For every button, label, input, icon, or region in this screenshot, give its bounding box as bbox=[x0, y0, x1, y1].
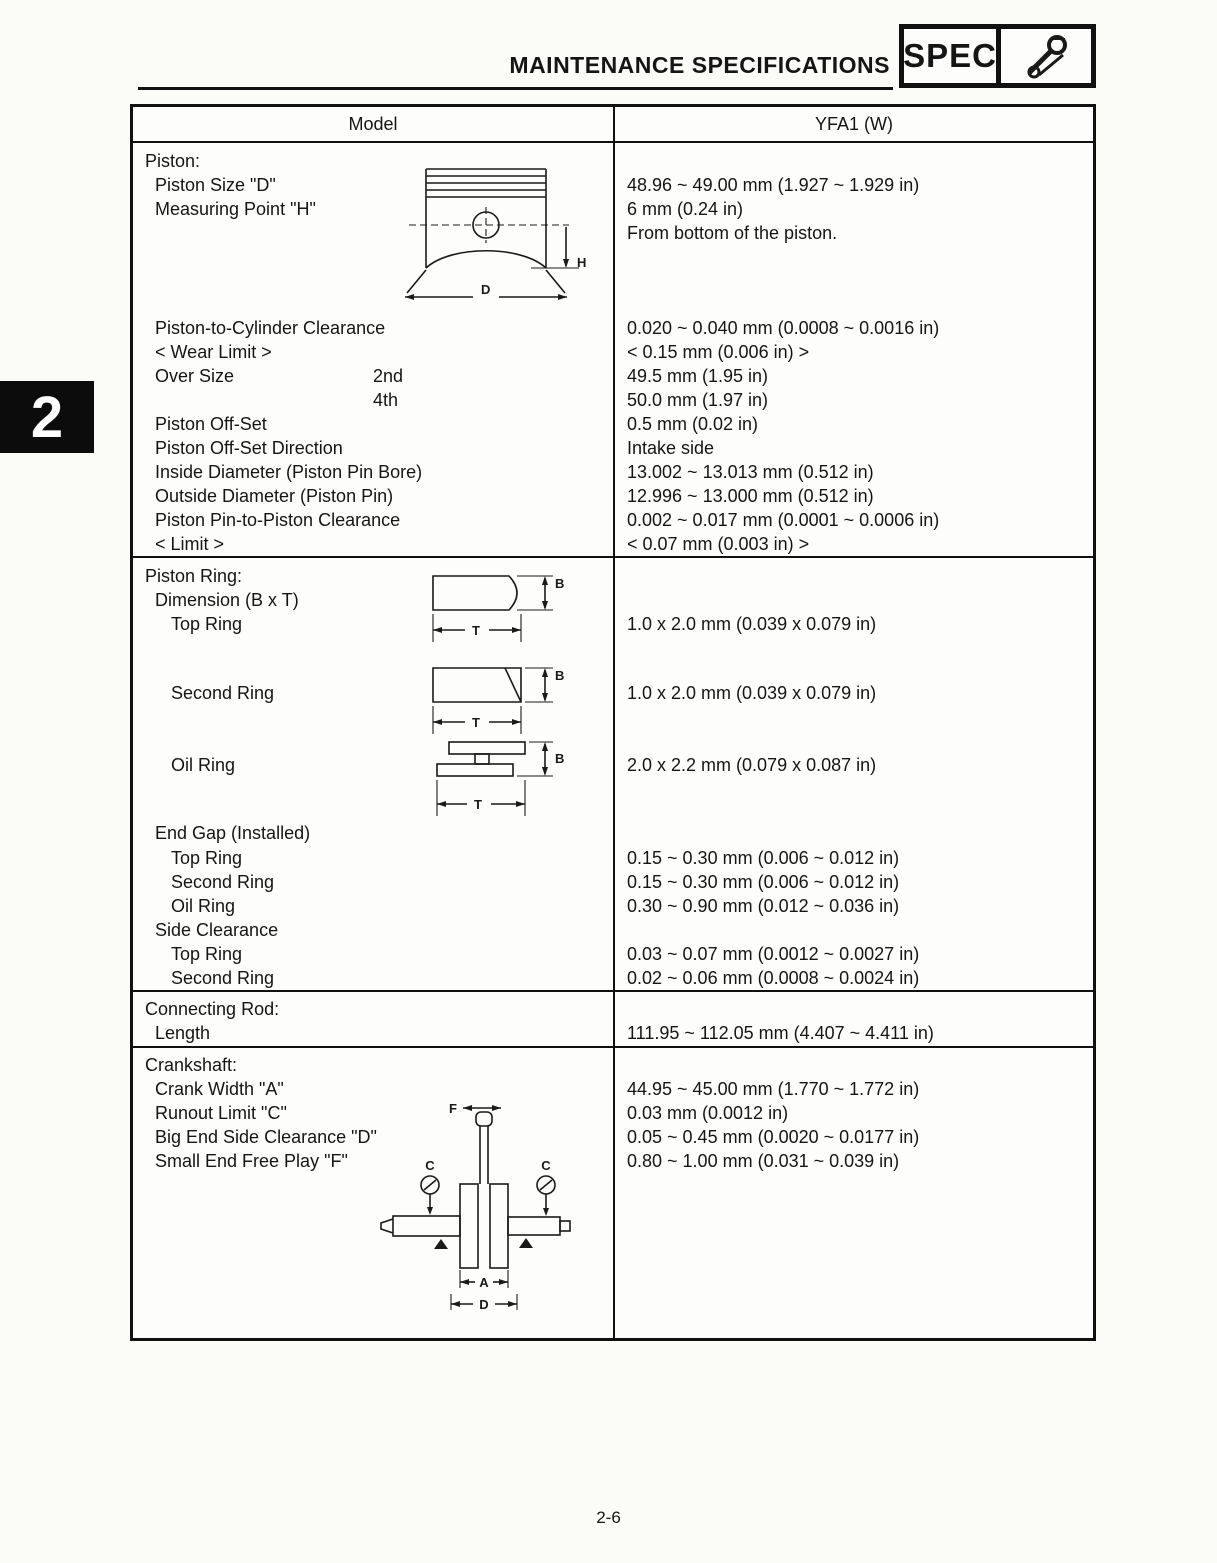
spec-label: Piston Pin-to-Piston Clearance bbox=[155, 510, 401, 530]
piston-labels bbox=[133, 143, 615, 556]
spec-label: < Wear Limit > bbox=[155, 342, 272, 362]
diagram-label-b: B bbox=[555, 751, 565, 766]
spec-value: 50.0 mm (1.97 in) bbox=[627, 390, 769, 410]
spec-value: From bottom of the piston. bbox=[627, 223, 838, 243]
spec-value: 0.05 ~ 0.45 mm (0.0020 ~ 0.0177 in) bbox=[627, 1127, 920, 1147]
diagram-label-c: C bbox=[541, 1158, 551, 1173]
spec-label: Inside Diameter (Piston Pin Bore) bbox=[155, 462, 423, 482]
spec-label: Second Ring bbox=[171, 872, 275, 892]
spec-value: 0.02 ~ 0.06 mm (0.0008 ~ 0.0024 in) bbox=[627, 968, 920, 988]
section-title: Connecting Rod: bbox=[145, 999, 280, 1019]
spec-label: Piston Off-Set Direction bbox=[155, 438, 343, 458]
second-ring-diagram bbox=[421, 658, 591, 742]
crankshaft-section bbox=[133, 1048, 1093, 1338]
table-header-row bbox=[133, 107, 1093, 143]
diagram-label-a: A bbox=[479, 1275, 489, 1290]
piston-ring-values bbox=[617, 558, 1093, 990]
crankshaft-diagram bbox=[373, 1098, 583, 1335]
col-header-value: YFA1 (W) bbox=[814, 113, 893, 134]
spec-label: Oil Ring bbox=[171, 755, 236, 775]
piston-ring-section bbox=[133, 558, 1093, 992]
diagram-label-t: T bbox=[472, 623, 480, 638]
piston-ring-labels bbox=[133, 558, 615, 990]
spec-label: Crank Width "A" bbox=[155, 1079, 284, 1099]
section-title: Crankshaft: bbox=[145, 1055, 238, 1075]
oil-ring-diagram bbox=[421, 736, 591, 834]
spec-label: Length bbox=[155, 1023, 211, 1043]
spec-value: 0.15 ~ 0.30 mm (0.006 ~ 0.012 in) bbox=[627, 848, 900, 868]
piston-section bbox=[133, 143, 1093, 558]
spec-sublabel: 4th bbox=[373, 390, 399, 410]
crankshaft-values bbox=[617, 1048, 1093, 1338]
header-rule bbox=[138, 87, 893, 90]
spec-label: Small End Free Play "F" bbox=[155, 1151, 348, 1171]
spec-value: < 0.15 mm (0.006 in) > bbox=[627, 342, 810, 362]
diagram-label-t: T bbox=[472, 715, 480, 730]
section-title: Piston Ring: bbox=[145, 566, 243, 586]
spec-value: 1.0 x 2.0 mm (0.039 x 0.079 in) bbox=[627, 683, 877, 703]
group-title: End Gap (Installed) bbox=[155, 823, 311, 843]
spec-box bbox=[899, 24, 1001, 88]
diagram-label-h: H bbox=[577, 255, 587, 270]
section-title: Piston: bbox=[145, 151, 201, 171]
spec-sublabel: 2nd bbox=[373, 366, 404, 386]
spec-value: Intake side bbox=[627, 438, 715, 458]
spec-value: 0.30 ~ 0.90 mm (0.012 ~ 0.036 in) bbox=[627, 896, 900, 916]
top-ring-diagram bbox=[421, 566, 591, 650]
spec-label: Over Size bbox=[155, 366, 235, 386]
spec-label: Outside Diameter (Piston Pin) bbox=[155, 486, 394, 506]
spec-value: 0.15 ~ 0.30 mm (0.006 ~ 0.012 in) bbox=[627, 872, 900, 892]
spec-value: 0.03 mm (0.0012 in) bbox=[627, 1103, 789, 1123]
spec-label: Second Ring bbox=[171, 683, 275, 703]
spec-value: 0.80 ~ 1.00 mm (0.031 ~ 0.039 in) bbox=[627, 1151, 900, 1171]
spec-value: < 0.07 mm (0.003 in) > bbox=[627, 534, 810, 554]
spec-label: Dimension (B x T) bbox=[155, 590, 299, 610]
spec-label: < Limit > bbox=[155, 534, 225, 554]
spec-value: 12.996 ~ 13.000 mm (0.512 in) bbox=[627, 486, 874, 506]
spec-table bbox=[130, 104, 1096, 1341]
spec-value: 6 mm (0.24 in) bbox=[627, 199, 744, 219]
crankshaft-labels bbox=[133, 1048, 615, 1338]
connecting-rod-values bbox=[617, 992, 1093, 1046]
spec-label: Big End Side Clearance "D" bbox=[155, 1127, 377, 1147]
group-title: Side Clearance bbox=[155, 920, 279, 940]
page-title: MAINTENANCE SPECIFICATIONS bbox=[509, 52, 890, 78]
spec-value: 48.96 ~ 49.00 mm (1.927 ~ 1.929 in) bbox=[627, 175, 920, 195]
spec-value: 49.5 mm (1.95 in) bbox=[627, 366, 769, 386]
diagram-label-t: T bbox=[474, 797, 482, 812]
spec-label: Oil Ring bbox=[171, 896, 236, 916]
spec-value: 1.0 x 2.0 mm (0.039 x 0.079 in) bbox=[627, 614, 877, 634]
spec-label: Top Ring bbox=[171, 944, 243, 964]
diagram-label-d: D bbox=[481, 282, 491, 297]
chapter-tab: 2 bbox=[0, 381, 94, 453]
spec-label: Measuring Point "H" bbox=[155, 199, 316, 219]
piston-values bbox=[617, 143, 1093, 556]
spec-value: 0.5 mm (0.02 in) bbox=[627, 414, 759, 434]
diagram-label-f: F bbox=[449, 1101, 457, 1116]
spec-label: Top Ring bbox=[171, 614, 243, 634]
diagram-label-d: D bbox=[479, 1297, 489, 1312]
spec-value: 0.03 ~ 0.07 mm (0.0012 ~ 0.0027 in) bbox=[627, 944, 920, 964]
diagram-label-b: B bbox=[555, 576, 565, 591]
spec-label: Runout Limit "C" bbox=[155, 1103, 287, 1123]
spec-label: Piston-to-Cylinder Clearance bbox=[155, 318, 386, 338]
col-header-model: Model bbox=[133, 107, 615, 141]
spec-value: 0.002 ~ 0.017 mm (0.0001 ~ 0.0006 in) bbox=[627, 510, 940, 530]
spec-value: 2.0 x 2.2 mm (0.079 x 0.087 in) bbox=[627, 755, 877, 775]
tools-icon bbox=[1015, 33, 1077, 79]
piston-diagram bbox=[381, 163, 613, 313]
spec-box-label: SPEC bbox=[903, 37, 997, 74]
connecting-rod-section bbox=[133, 992, 1093, 1048]
diagram-label-c: C bbox=[425, 1158, 435, 1173]
spec-label: Piston Size "D" bbox=[155, 175, 276, 195]
spec-value: 44.95 ~ 45.00 mm (1.770 ~ 1.772 in) bbox=[627, 1079, 920, 1099]
spec-value: 0.020 ~ 0.040 mm (0.0008 ~ 0.0016 in) bbox=[627, 318, 940, 338]
spec-label: Top Ring bbox=[171, 848, 243, 868]
spec-label: Piston Off-Set bbox=[155, 414, 267, 434]
spec-label: Second Ring bbox=[171, 968, 275, 988]
spec-value: 13.002 ~ 13.013 mm (0.512 in) bbox=[627, 462, 874, 482]
diagram-label-b: B bbox=[555, 668, 565, 683]
spec-icon-box bbox=[1001, 24, 1096, 88]
page-number: 2-6 bbox=[596, 1508, 621, 1527]
connecting-rod-labels bbox=[133, 992, 615, 1046]
spec-value: 111.95 ~ 112.05 mm (4.407 ~ 4.411 in) bbox=[627, 1023, 934, 1043]
